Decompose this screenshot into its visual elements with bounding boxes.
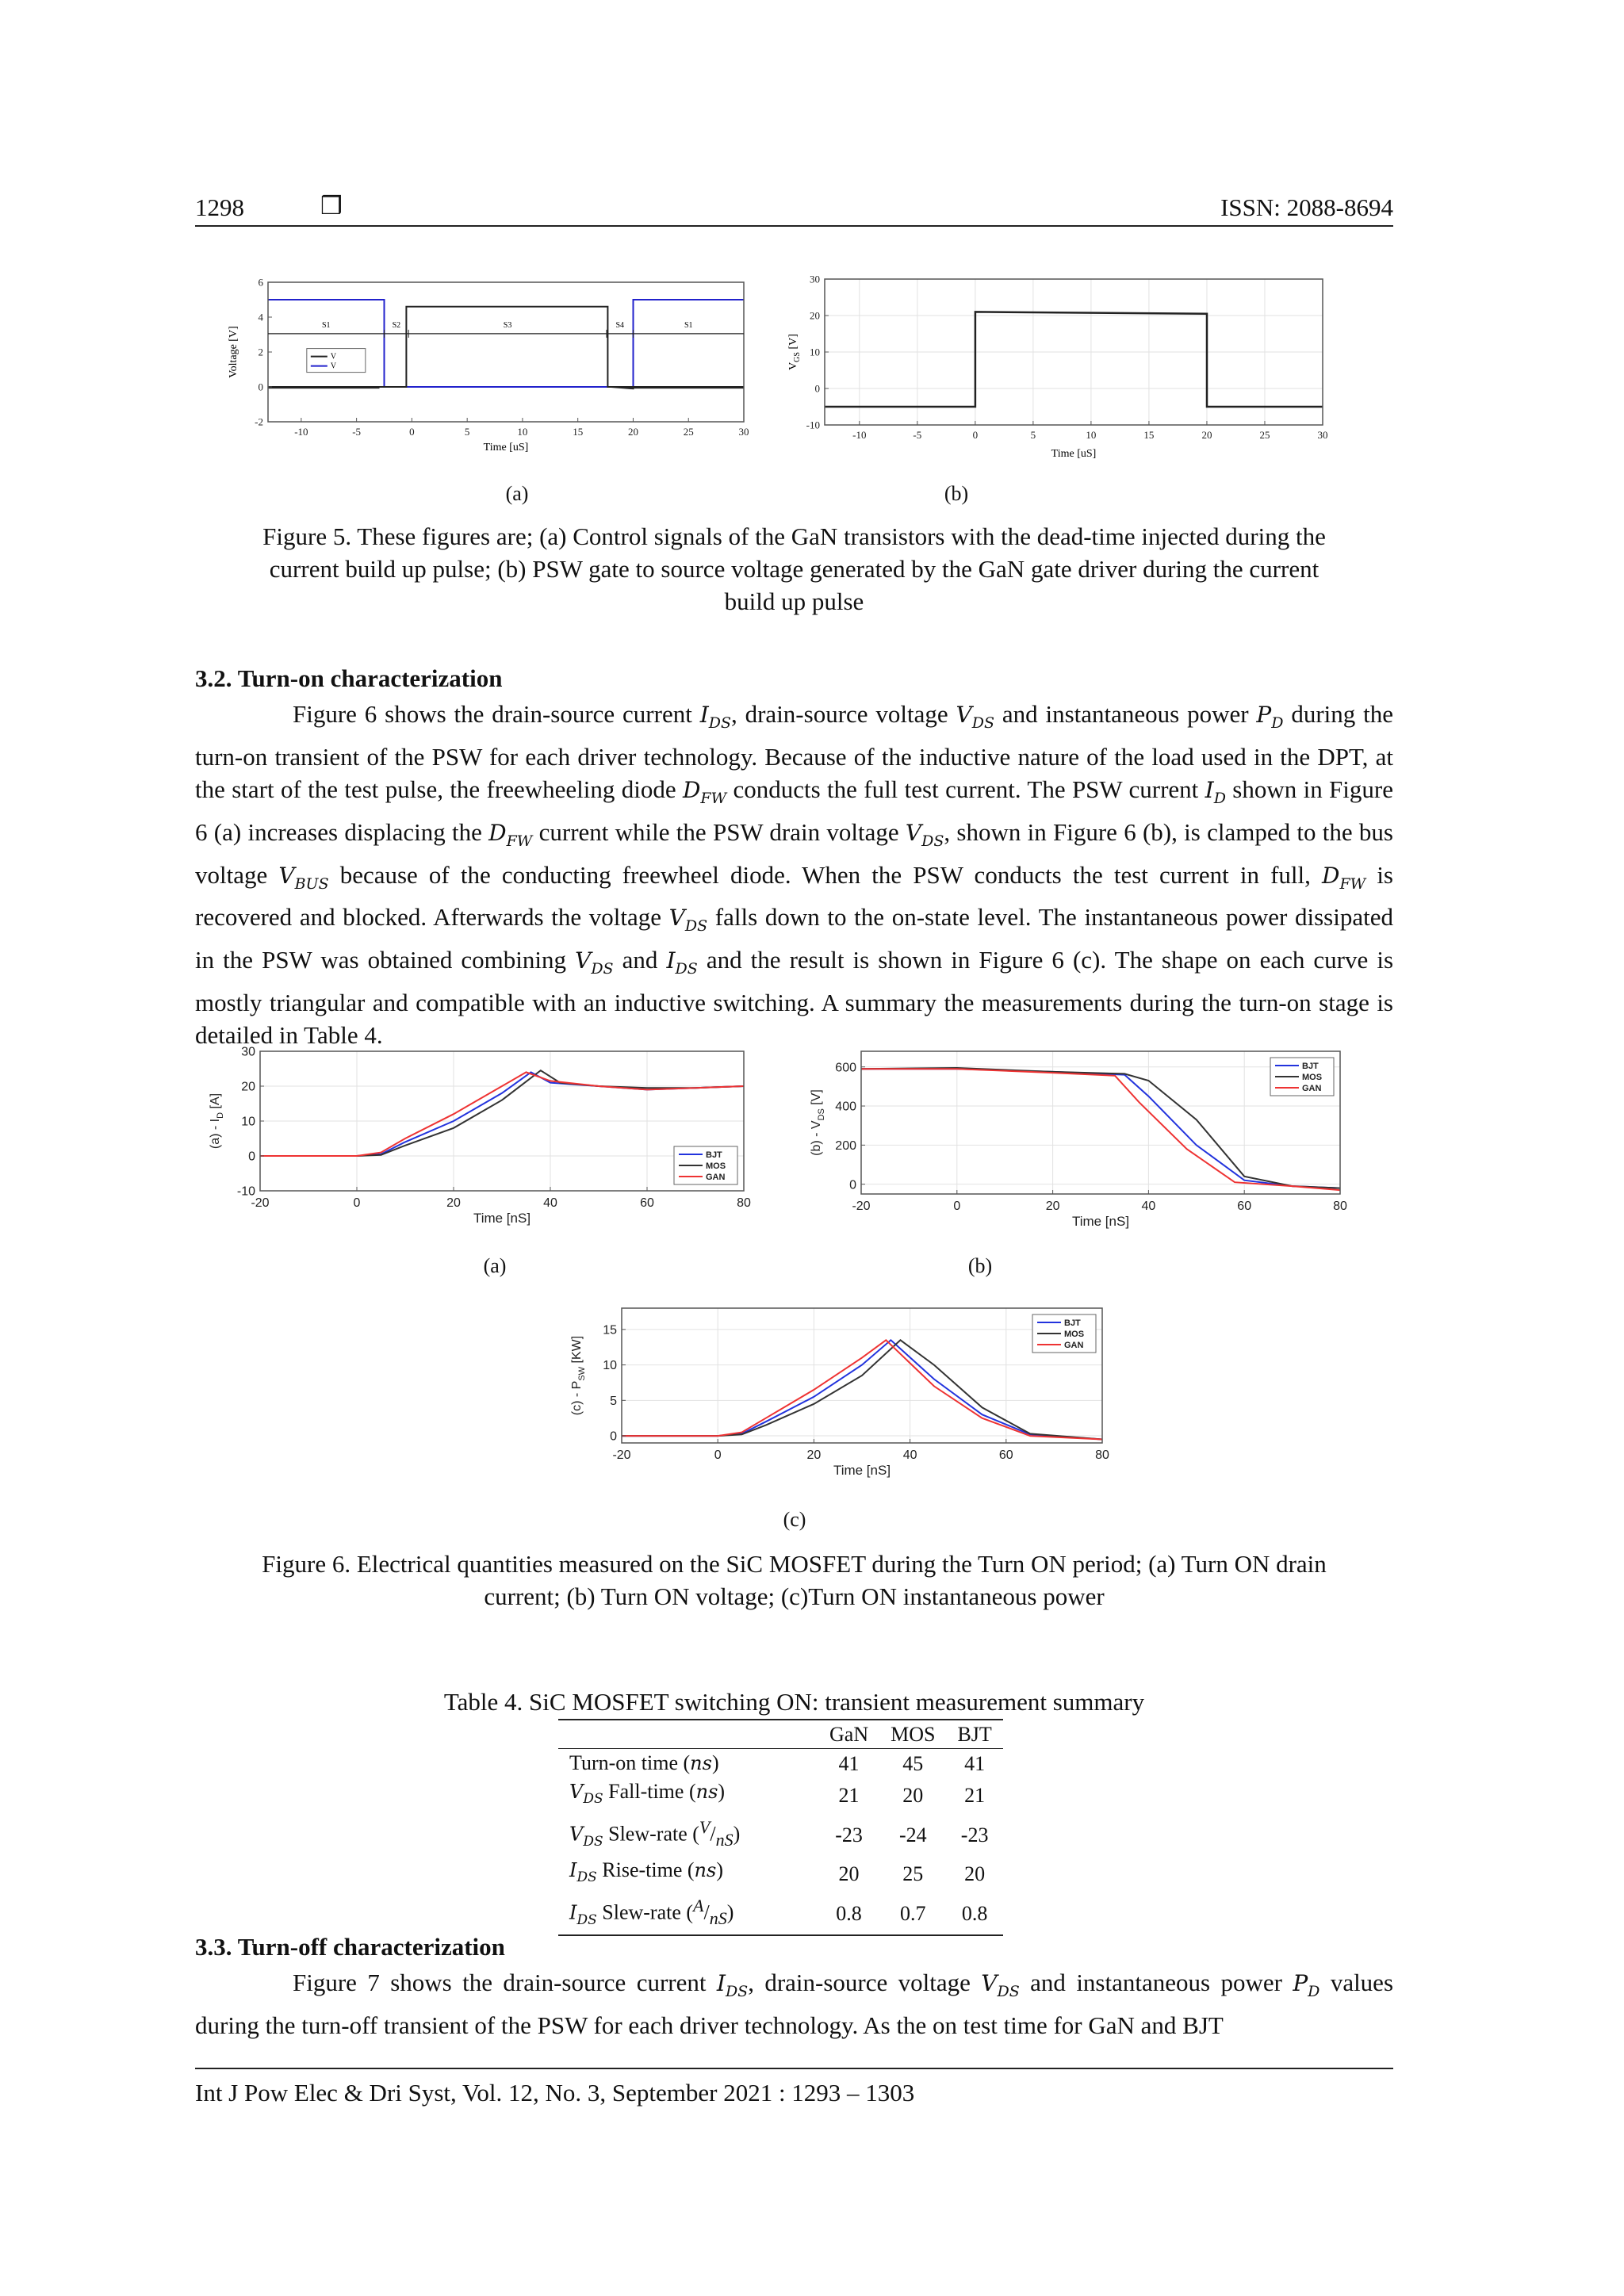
y-tick-label: 10 (603, 1359, 617, 1373)
table4-col-mos: MOS (891, 1723, 936, 1746)
y-axis-label: $(b) - V_{DS}$ [V] (810, 1089, 826, 1156)
figure6c-label: (c) (783, 1508, 806, 1531)
figure6b-label: (b) (967, 1254, 993, 1277)
figure5b-chart (785, 270, 1348, 460)
table-row: $V_{DS}$ Fall-time (ns) 21 20 21 (569, 1780, 986, 1808)
state-label: S1 (321, 320, 331, 330)
y-tick-label: 0 (849, 1178, 856, 1192)
series-line-mos (622, 1340, 1102, 1439)
x-tick-label: 15 (1143, 429, 1155, 441)
x-tick-label: 40 (1141, 1200, 1156, 1213)
x-axis-label: Time [nS] (473, 1211, 531, 1226)
table4 (558, 1719, 1003, 1936)
legend-label: MOS (1302, 1073, 1323, 1082)
x-tick-label: 20 (806, 1448, 822, 1462)
legend-label: BJT (1302, 1062, 1319, 1071)
x-tick-label: 60 (1237, 1200, 1252, 1213)
series-line-gan (861, 1069, 1340, 1190)
legend-label: BJT (1064, 1318, 1081, 1328)
x-tick-label: 60 (998, 1448, 1013, 1462)
series-line-0 (825, 312, 1323, 407)
series-line-1 (268, 300, 744, 387)
x-tick-label: -20 (612, 1448, 631, 1462)
y-tick-label: 10 (810, 346, 820, 358)
x-tick-label: -10 (852, 429, 867, 441)
table-row: $I_{DS}$ Rise-time (ns) 20 25 20 (569, 1858, 986, 1886)
section-3-3-title: 3.3. Turn-off characterization (195, 1933, 505, 1961)
x-tick-label: 5 (1030, 429, 1036, 441)
state-label: S1 (684, 320, 693, 330)
x-tick-label: 30 (738, 426, 749, 438)
y-tick-label: 0 (248, 1150, 255, 1164)
series-line-bjt (622, 1340, 1102, 1439)
x-tick-label: 0 (353, 1196, 361, 1210)
y-tick-label: 20 (810, 309, 820, 322)
series-line-bjt (861, 1069, 1340, 1188)
table4-col-gan: GaN (829, 1723, 869, 1746)
y-tick-label: 20 (241, 1080, 255, 1094)
section-3-2-paragraph: Figure 6 shows the drain-source current $I_{DS}$, drain-source voltage $V_{DS}$ and instantaneous power $P_D$ during the turn-on transient of the PSW for each driver technology. Because of the inductive nature of the load used in the DPT, at the start of the test pulse, the freewheeling diode $D_{FW}$ conducts the full test current. The PSW current $I_D$ shown in Figure 6 (a) increases displacing the $D_{FW}$ current while the PSW drain voltage $V_{DS}$, shown in Figure 6 (b), is clamped to the bus voltage $V_{BUS}$ because of the conducting freewheel diode. When the PSW conducts the test current in full, $D_{FW}$ is recovered and blocked. Afterwards the voltage $V_{DS}$ falls down to the on-state level. The instantaneous power dissipated in the PSW was obtained combining $V_{DS}$ and $I_{DS}$ and the result is shown in Figure 6 (c). The shape on each curve is mostly triangular and compatible with an inductive switching. A summary the measurements during the turn-on stage is detailed in Table 4. (195, 700, 1394, 1050)
figure6b-chart (801, 1039, 1356, 1237)
x-tick-label: 5 (464, 426, 470, 438)
series-line-bjt (260, 1072, 744, 1156)
page-number: 1298 (195, 193, 244, 221)
x-tick-label: 20 (446, 1196, 461, 1210)
y-tick-label: -10 (236, 1184, 255, 1199)
x-tick-label: 30 (1317, 429, 1328, 441)
y-tick-label: 10 (241, 1115, 255, 1129)
y-tick-label: 30 (810, 273, 820, 285)
figure5-caption: Figure 5. These figures are; (a) Control signals of the GaN transistors with the dead-time injected during the current build up pulse; (b) PSW gate to source voltage generated by the GaN gate driver during the current build up pulse (262, 522, 1326, 615)
x-tick-label: -5 (352, 426, 362, 438)
y-tick-label: 0 (814, 382, 820, 395)
x-tick-label: 0 (409, 426, 415, 438)
legend-label: MOS (1064, 1330, 1085, 1339)
x-tick-label: 25 (1259, 429, 1270, 441)
x-tick-label: -20 (251, 1196, 270, 1210)
footer-citation: Int J Pow Elec & Dri Syst, Vol. 12, No. 3, September 2021 : 1293 – 1303 (195, 2079, 915, 2107)
state-label: S3 (503, 320, 512, 330)
x-tick-label: 10 (1086, 429, 1097, 441)
x-axis-label: Time [nS] (833, 1463, 891, 1478)
x-tick-label: 40 (902, 1448, 917, 1462)
x-tick-label: 0 (972, 429, 979, 441)
y-axis-label: $(c) - P_{SW}$ [KW] (570, 1335, 587, 1416)
x-axis-label: Time [nS] (1071, 1214, 1130, 1229)
x-tick-label: 0 (714, 1448, 722, 1462)
figure5a-label: (a) (505, 482, 529, 505)
legend-label: V (330, 362, 337, 371)
x-tick-label: 40 (543, 1196, 557, 1210)
x-tick-label: 15 (573, 426, 584, 438)
x-tick-label: 0 (953, 1200, 961, 1213)
issn: ISSN: 2088-8694 (1220, 193, 1393, 221)
x-tick-label: -5 (913, 429, 922, 441)
figure6c-chart (565, 1292, 1120, 1490)
table4-caption: Table 4. SiC MOSFET switching ON: transient measurement summary (443, 1688, 1145, 1716)
figure5b-label: (b) (944, 482, 969, 505)
series-line-2 (268, 307, 744, 387)
x-tick-label: 80 (1333, 1200, 1347, 1213)
y-tick-label: 6 (258, 276, 263, 289)
y-tick-label: 15 (603, 1323, 617, 1337)
y-tick-label: 0 (258, 381, 263, 393)
legend-label: MOS (706, 1161, 726, 1171)
y-tick-label: 600 (835, 1061, 856, 1075)
x-tick-label: 80 (1095, 1448, 1109, 1462)
header-rule (195, 225, 1393, 227)
legend-label: V (330, 352, 337, 362)
figure5a-chart (222, 270, 761, 460)
y-tick-label: 200 (835, 1138, 856, 1153)
table-row: $I_{DS}$ Slew-rate $(^A/_{nS})$ 0.8 0.7 0.8 (569, 1896, 988, 1929)
state-label: S4 (615, 320, 625, 330)
legend-label: GAN (1064, 1341, 1084, 1350)
y-tick-label: -10 (806, 419, 820, 431)
section-3-3-paragraph: Figure 7 shows the drain-source current $I_{DS}$, drain-source voltage $V_{DS}$ and instantaneous power $P_D$ values during the turn-off transient of the PSW for each driver technology. As the on test time for GaN and BJT (195, 1969, 1394, 2039)
series-line-mos (861, 1068, 1340, 1188)
x-axis-label: Time [uS] (1051, 448, 1097, 460)
y-tick-label: 30 (241, 1045, 255, 1059)
y-tick-label: 4 (258, 311, 263, 323)
series-line-gan (260, 1072, 744, 1156)
table-row: Turn-on time (ns) 41 45 41 (569, 1751, 986, 1775)
table-row: $V_{DS}$ Slew-rate $(^V/_{nS})$ -23 -24 -23 (569, 1817, 989, 1850)
y-tick-label: 5 (610, 1394, 617, 1408)
x-axis-label: Time [uS] (483, 442, 529, 453)
x-tick-label: 25 (683, 426, 694, 438)
y-axis-label: $(a) - I_D$ [A] (209, 1093, 225, 1150)
legend-label: GAN (706, 1173, 726, 1182)
box-icon: ❒ (320, 192, 343, 220)
y-tick-label: 2 (258, 346, 263, 358)
x-tick-label: 60 (640, 1196, 654, 1210)
footer-rule (195, 2068, 1393, 2069)
section-3-2-title: 3.2. Turn-on characterization (195, 664, 503, 692)
x-tick-label: -20 (852, 1200, 871, 1213)
y-tick-label: 0 (610, 1429, 617, 1444)
figure6a-label: (a) (483, 1254, 507, 1277)
x-tick-label: 10 (517, 426, 528, 438)
table4-col-bjt: BJT (957, 1723, 992, 1746)
x-tick-label: -10 (294, 426, 308, 438)
legend-label: GAN (1302, 1084, 1322, 1093)
figure6a-chart (208, 1039, 755, 1237)
y-tick-label: -2 (255, 415, 263, 428)
series-line-gan (622, 1340, 1102, 1439)
x-tick-label: 20 (1045, 1200, 1060, 1213)
legend-label: BJT (706, 1150, 722, 1160)
y-axis-label: Voltage [V] (228, 326, 239, 378)
state-label: S2 (392, 320, 401, 330)
x-tick-label: 20 (1201, 429, 1212, 441)
y-tick-label: 400 (835, 1100, 856, 1114)
x-tick-label: 80 (737, 1196, 751, 1210)
figure6-caption: Figure 6. Electrical quantities measured on the SiC MOSFET during the Turn ON period; (a) Turn ON drain current; (b) Turn ON voltage; (c)Turn ON instantaneous power (262, 1550, 1327, 1610)
x-tick-label: 20 (627, 426, 638, 438)
series-line-mos (260, 1070, 744, 1156)
y-axis-label: $V_{GS}$ [V] (787, 334, 802, 370)
